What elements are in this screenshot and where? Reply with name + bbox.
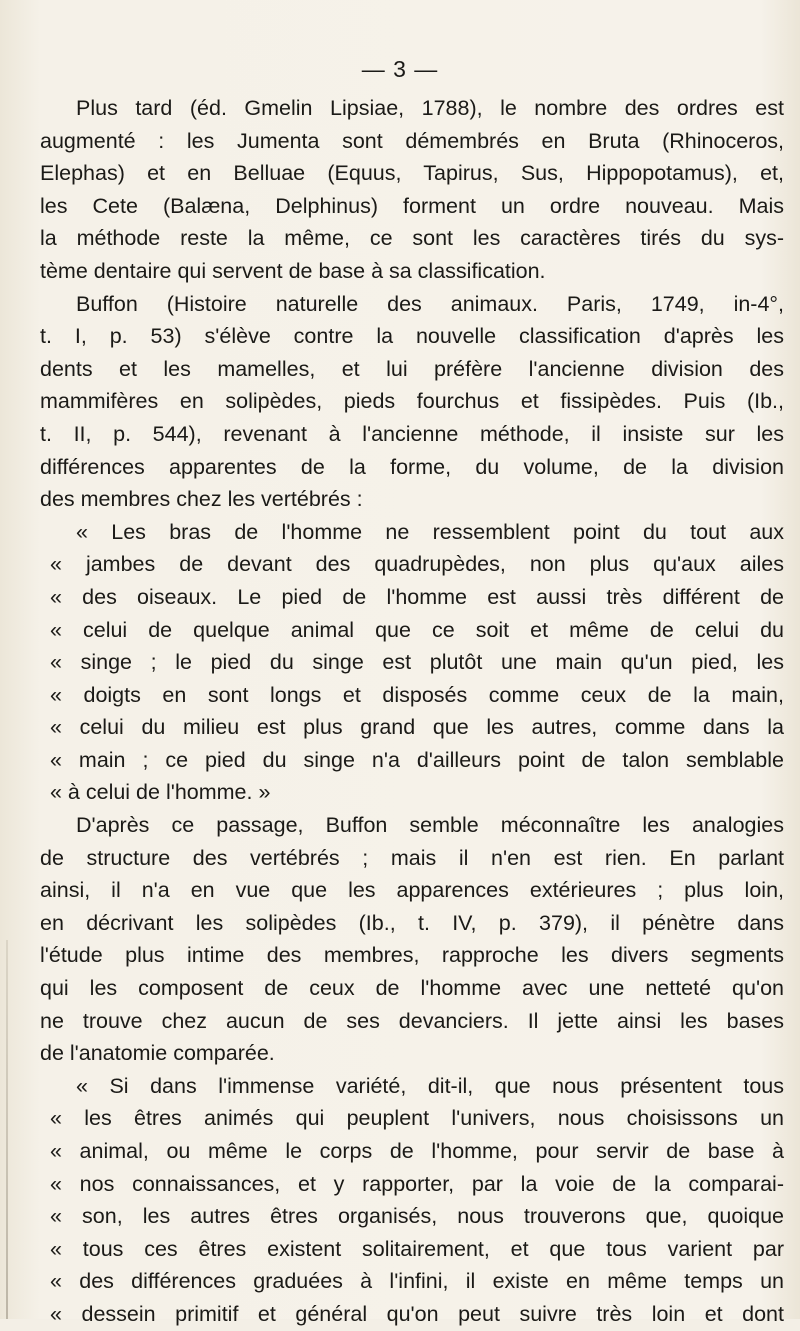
text-line: « à celui de l'homme. »: [50, 780, 271, 805]
text-line: « nos connaissances, et y rapporter, par la voie de la comparai-: [50, 1171, 784, 1196]
text-line: « jambes de devant des quadrupèdes, non plus qu'aux ailes: [50, 552, 784, 577]
text-line: tème dentaire qui servent de base à sa classification.: [40, 258, 546, 283]
text-line: l'étude plus intime des membres, rapproche les divers segments: [40, 943, 784, 968]
body-text: [40, 92, 784, 1331]
text-line: « singe ; le pied du singe est plutôt une main qu'un pied, les: [50, 650, 784, 675]
text-line: « doigts en sont longs et disposés comme ceux de la main,: [50, 682, 784, 707]
text-line: « des oiseaux. Le pied de l'homme est aussi très différent de: [50, 584, 784, 609]
text-line: « son, les autres êtres organisés, nous trouverons que, quoique: [50, 1204, 784, 1229]
text-line: qui les composent de ceux de l'homme avec une netteté qu'on: [40, 976, 784, 1001]
text-line: ne trouve chez aucun de ses devanciers. Il jette ainsi les bases: [40, 1008, 784, 1033]
text-line: les Cete (Balæna, Delphinus) forment un ordre nouveau. Mais: [40, 193, 784, 218]
text-line: la méthode reste la même, ce sont les caractères tirés du sys-: [40, 226, 784, 251]
text-line: « Les bras de l'homme ne ressemblent point du tout aux: [76, 519, 784, 544]
text-line: t. II, p. 544), revenant à l'ancienne méthode, il insiste sur les: [40, 421, 784, 446]
text-line: « dessein primitif et général qu'on peut suivre très loin et dont: [50, 1301, 784, 1326]
text-line: Buffon (Histoire naturelle des animaux. Paris, 1749, in-4°,: [76, 291, 784, 316]
text-line: différences apparentes de la forme, du volume, de la division: [40, 454, 784, 479]
text-line: « des différences graduées à l'infini, il existe en même temps un: [50, 1269, 784, 1294]
text-line: Plus tard (éd. Gmelin Lipsiae, 1788), le nombre des ordres est: [76, 96, 784, 120]
text-line: « celui du milieu est plus grand que les autres, comme dans la: [50, 715, 784, 740]
page-number: — 3 —: [361, 56, 439, 82]
text-line: de structure des vertébrés ; mais il n'en est rien. En parlant: [40, 845, 784, 870]
page-edge-shadow: [6, 940, 8, 1319]
text-line: augmenté : les Jumenta sont démembrés en Bruta (Rhinoceros,: [40, 128, 784, 153]
text-line: mammifères en solipèdes, pieds fourchus et fissipèdes. Puis (Ib.,: [40, 389, 784, 414]
text-line: Elephas) et en Belluae (Equus, Tapirus, Sus, Hippopotamus), et,: [40, 161, 784, 186]
text-line: ainsi, il n'a en vue que les apparences extérieures ; plus loin,: [40, 878, 784, 903]
text-line: « main ; ce pied du singe n'a d'ailleurs point de talon semblable: [50, 747, 784, 772]
text-line: « celui de quelque animal que ce soit et même de celui du: [50, 617, 784, 642]
text-line: des membres chez les vertébrés :: [40, 487, 363, 512]
text-line: de l'anatomie comparée.: [40, 1041, 275, 1066]
text-line: dents et les mamelles, et lui préfère l'ancienne division des: [40, 356, 784, 381]
text-line: en décrivant les solipèdes (Ib., t. IV, p. 379), il pénètre dans: [40, 910, 784, 935]
text-line: « les êtres animés qui peuplent l'univers, nous choisissons un: [50, 1106, 784, 1131]
text-line: D'après ce passage, Buffon semble méconnaître les analogies: [76, 813, 784, 838]
text-line: « tous ces êtres existent solitairement, et que tous varient par: [50, 1236, 784, 1261]
text-line: t. I, p. 53) s'élève contre la nouvelle classification d'après les: [40, 324, 784, 349]
text-line: « animal, ou même le corps de l'homme, pour servir de base à: [50, 1139, 784, 1163]
text-line: « Si dans l'immense variété, dit-il, que nous présentent tous: [76, 1073, 784, 1098]
